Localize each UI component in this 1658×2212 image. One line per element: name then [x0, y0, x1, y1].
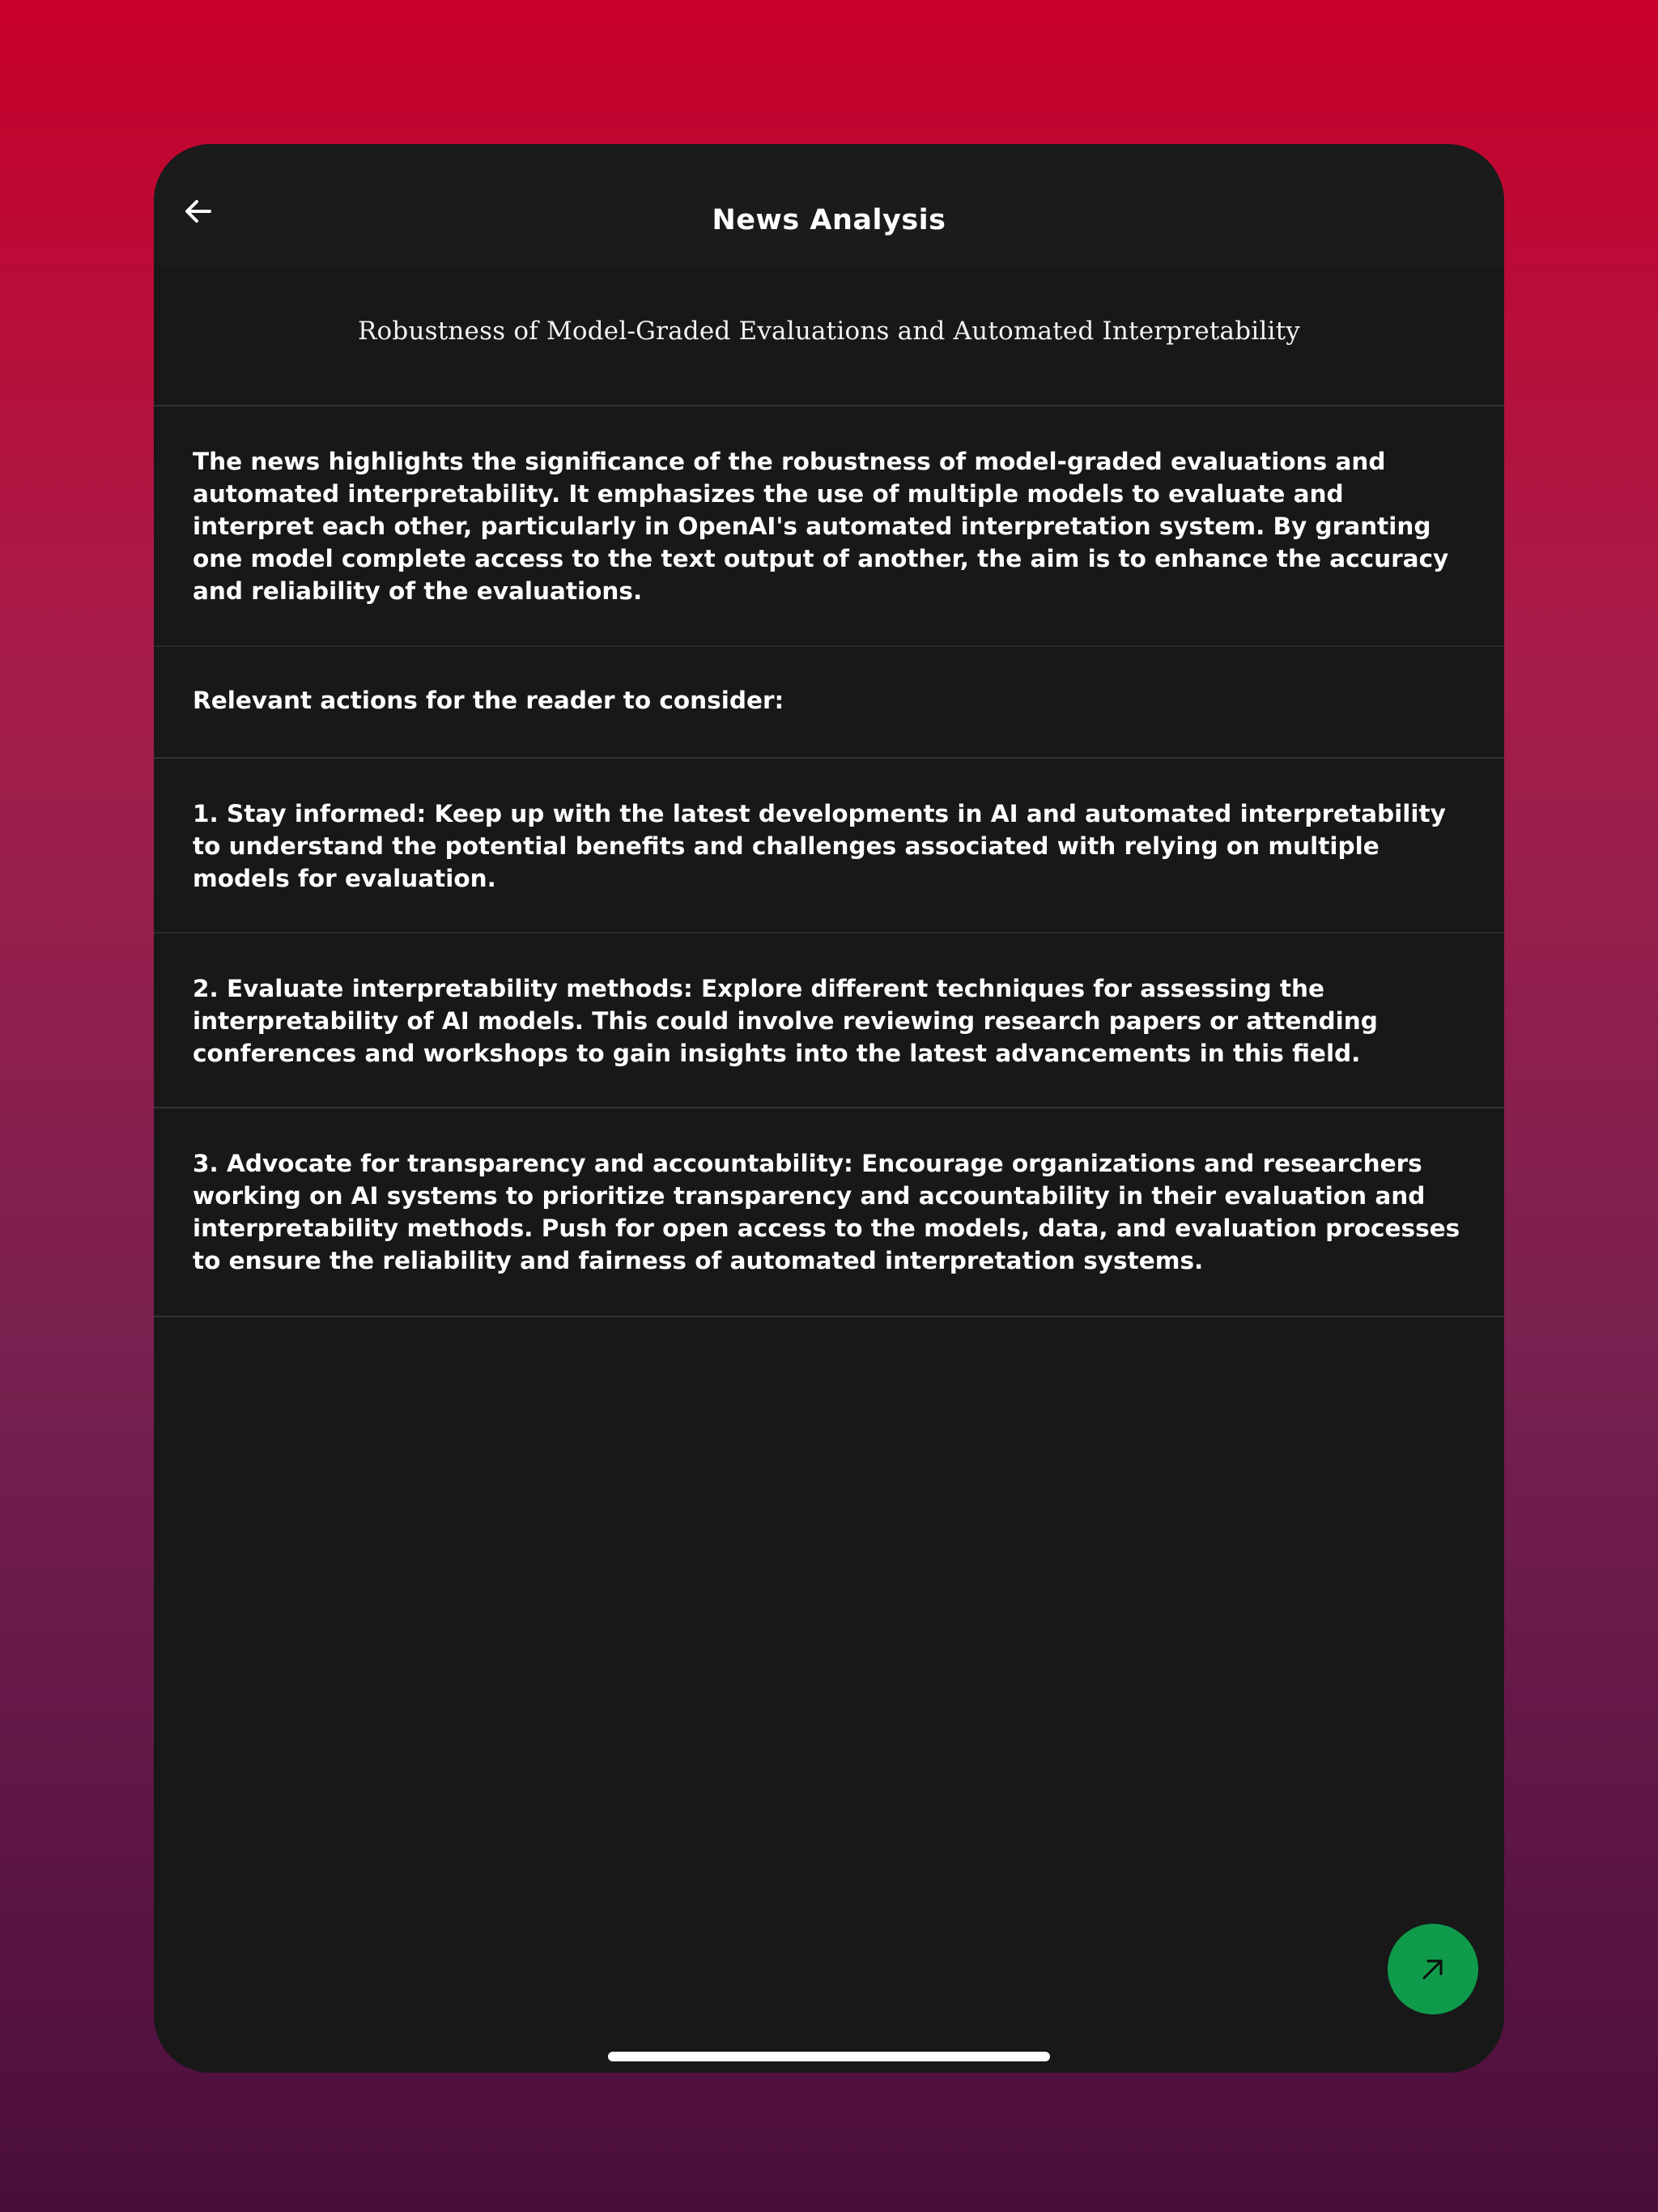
action-item: 3. Advocate for transparency and accountability: Encourage organizations and researchers working on AI systems to prioritize transparency and accountability in their evaluation and interpretability methods. Push for open access to the models, data, and evaluation processes to ensure the reliability and fairness of automated interpretation systems.: [154, 1108, 1504, 1317]
page-title: News Analysis: [712, 204, 946, 236]
article-summary: The news highlights the significance of the robustness of model-graded evaluations and automated interpretability. It emphasizes the use of multiple models to evaluate and interpret each other, particularly in OpenAI's automated interpretation system. By granting one model complete access to the text output of another, the aim is to enhance the accuracy and reliability of the evaluations.: [154, 406, 1504, 647]
actions-heading: Relevant actions for the reader to consider:: [154, 647, 1504, 759]
headline-row: [154, 266, 1504, 406]
action-item: 1. Stay informed: Keep up with the latest developments in AI and automated interpretability to understand the potential benefits and challenges associated with relying on multiple models for evaluation.: [154, 759, 1504, 934]
arrow-up-right-icon: [1417, 1953, 1449, 1985]
article-content: [154, 266, 1504, 1317]
home-indicator[interactable]: [608, 2052, 1050, 2061]
open-article-button[interactable]: [1388, 1924, 1478, 2014]
top-app-bar: [154, 144, 1504, 266]
app-window: [154, 144, 1504, 2073]
action-item: 2. Evaluate interpretability methods: Explore different techniques for assessing the interpretability of AI models. This could involve reviewing research papers or attending conferences and workshops to gain insights into the latest advancements in this field.: [154, 934, 1504, 1108]
article-headline: Robustness of Model-Graded Evaluations and Automated Interpretability: [358, 317, 1300, 346]
